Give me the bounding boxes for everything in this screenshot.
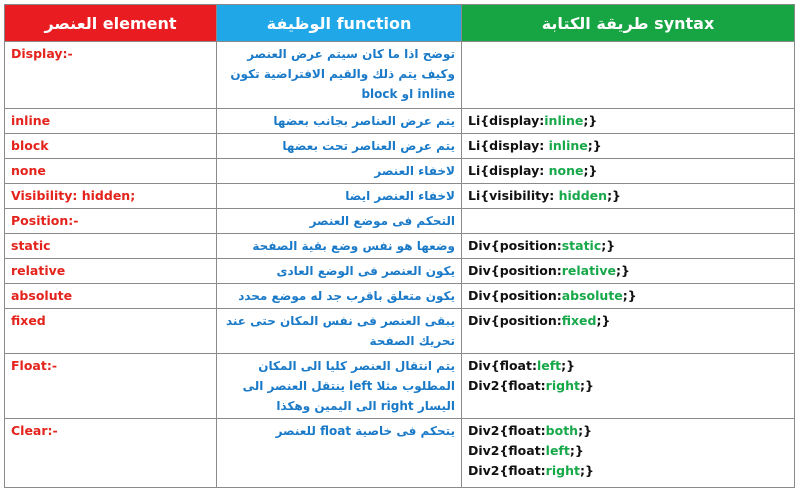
syntax-value: inline — [548, 138, 588, 153]
syntax-value: static — [561, 238, 602, 253]
function-line: المطلوب مثلا left ينتقل العنصر الى — [242, 379, 455, 393]
syntax-selector: Div{position: — [468, 313, 562, 328]
function-line: لاخفاء العنصر — [374, 164, 455, 178]
function-column-header: الوظيفة function — [217, 5, 462, 42]
function-cell — [217, 42, 462, 109]
syntax-selector: Div2{float: — [468, 378, 546, 393]
syntax-cell — [462, 209, 795, 234]
syntax-value: fixed — [561, 313, 597, 328]
syntax-end: ;} — [569, 443, 584, 458]
function-line: يتم عرض العناصر تحت بعضها — [282, 139, 455, 153]
syntax-line — [468, 356, 788, 376]
table-row — [5, 419, 795, 488]
element-cell: block — [5, 134, 217, 159]
function-cell — [217, 184, 462, 209]
function-line: تحريك الصفحة — [369, 334, 455, 348]
function-cell — [217, 209, 462, 234]
function-cell — [217, 134, 462, 159]
function-cell — [217, 419, 462, 488]
function-line: وكيف يتم ذلك والقيم الافتراضية تكون — [230, 67, 455, 81]
syntax-end: ;} — [607, 188, 621, 203]
table-row — [5, 284, 795, 309]
element-cell: Clear:- — [5, 419, 217, 488]
function-cell — [217, 234, 462, 259]
syntax-value: relative — [561, 263, 616, 278]
syntax-value: inline — [544, 113, 584, 128]
table-row — [5, 234, 795, 259]
syntax-value: none — [548, 163, 584, 178]
table-row — [5, 134, 795, 159]
function-line: يتم انتقال العنصر كليا الى المكان — [258, 359, 455, 373]
syntax-end: ;} — [583, 163, 598, 178]
syntax-cell — [462, 42, 795, 109]
function-line: يبقى العنصر فى نفس المكان حتى عند — [225, 314, 455, 328]
syntax-selector: Li{display: — [468, 138, 549, 153]
syntax-end: ;} — [578, 423, 592, 438]
syntax-value: left — [536, 358, 562, 373]
syntax-column-header: طريقة الكتابة syntax — [462, 5, 795, 42]
css-properties-table — [4, 4, 795, 488]
function-line: وضعها هو نفس وضع بقية الصفحة — [252, 239, 455, 253]
function-line: لاخفاء العنصر ايضا — [345, 189, 455, 203]
element-cell: absolute — [5, 284, 217, 309]
syntax-selector: Div2{float: — [468, 463, 546, 478]
syntax-end: ;} — [601, 238, 616, 253]
syntax-end: ;} — [587, 138, 602, 153]
element-cell: Visibility: hidden; — [5, 184, 217, 209]
table-row — [5, 309, 795, 354]
syntax-line — [468, 421, 788, 441]
syntax-selector: Div2{float: — [468, 423, 546, 438]
function-cell — [217, 159, 462, 184]
syntax-line — [468, 236, 788, 256]
element-cell: Display:- — [5, 42, 217, 109]
syntax-cell — [462, 259, 795, 284]
syntax-value: left — [545, 443, 570, 458]
syntax-end: ;} — [583, 113, 598, 128]
syntax-end: ;} — [596, 313, 611, 328]
function-cell — [217, 309, 462, 354]
syntax-cell — [462, 419, 795, 488]
element-cell: Float:- — [5, 354, 217, 419]
function-cell — [217, 284, 462, 309]
syntax-value: hidden — [558, 188, 608, 203]
element-column-header: العنصر element — [5, 5, 217, 42]
function-cell — [217, 109, 462, 134]
element-cell: relative — [5, 259, 217, 284]
syntax-end: ;} — [615, 263, 630, 278]
table-row — [5, 109, 795, 134]
syntax-selector: Li{display: — [468, 163, 549, 178]
syntax-selector: Div{position: — [468, 263, 562, 278]
syntax-cell — [462, 134, 795, 159]
syntax-cell — [462, 284, 795, 309]
syntax-line — [468, 186, 788, 206]
syntax-line — [468, 441, 788, 461]
element-cell: none — [5, 159, 217, 184]
element-cell: inline — [5, 109, 217, 134]
syntax-end: ;} — [579, 463, 594, 478]
syntax-line — [468, 376, 788, 396]
syntax-line — [468, 111, 788, 131]
header-row — [5, 5, 795, 42]
table-row — [5, 184, 795, 209]
function-line: توضح اذا ما كان سيتم عرض العنصر — [247, 47, 455, 61]
function-line: inline او block — [361, 87, 455, 101]
syntax-line — [468, 261, 788, 281]
syntax-cell — [462, 354, 795, 419]
syntax-selector: Li{display: — [468, 113, 545, 128]
table-row — [5, 42, 795, 109]
syntax-line — [468, 286, 788, 306]
syntax-end: ;} — [561, 358, 576, 373]
syntax-value: right — [545, 378, 580, 393]
syntax-selector: Div{position: — [468, 238, 562, 253]
table-row — [5, 354, 795, 419]
syntax-cell — [462, 234, 795, 259]
table-row — [5, 259, 795, 284]
function-cell — [217, 354, 462, 419]
function-line: التحكم فى موضع العنصر — [309, 214, 455, 228]
syntax-selector: Div{position: — [468, 288, 562, 303]
syntax-end: ;} — [622, 288, 637, 303]
function-line: يتحكم فى خاصية float للعنصر — [275, 424, 455, 438]
function-line: يتم عرض العناصر بجانب بعضها — [273, 114, 455, 128]
syntax-cell — [462, 109, 795, 134]
element-cell: Position:- — [5, 209, 217, 234]
syntax-line — [468, 136, 788, 156]
table-row — [5, 209, 795, 234]
syntax-selector: Li{visibility: — [468, 188, 559, 203]
syntax-value: absolute — [561, 288, 623, 303]
syntax-cell — [462, 159, 795, 184]
syntax-line — [468, 161, 788, 181]
syntax-end: ;} — [579, 378, 594, 393]
function-cell — [217, 259, 462, 284]
function-line: يكون متعلق باقرب جد له موضع محدد — [238, 289, 455, 303]
function-line: اليسار right الى اليمين وهكذا — [276, 399, 455, 413]
syntax-line — [468, 461, 788, 481]
syntax-cell — [462, 184, 795, 209]
syntax-line — [468, 311, 788, 331]
syntax-selector: Div{float: — [468, 358, 537, 373]
element-cell: static — [5, 234, 217, 259]
function-line: يكون العنصر فى الوضع العادى — [276, 264, 455, 278]
syntax-cell — [462, 309, 795, 354]
syntax-value: right — [545, 463, 580, 478]
syntax-selector: Div2{float: — [468, 443, 546, 458]
table-row — [5, 159, 795, 184]
syntax-value: both — [545, 423, 579, 438]
element-cell: fixed — [5, 309, 217, 354]
